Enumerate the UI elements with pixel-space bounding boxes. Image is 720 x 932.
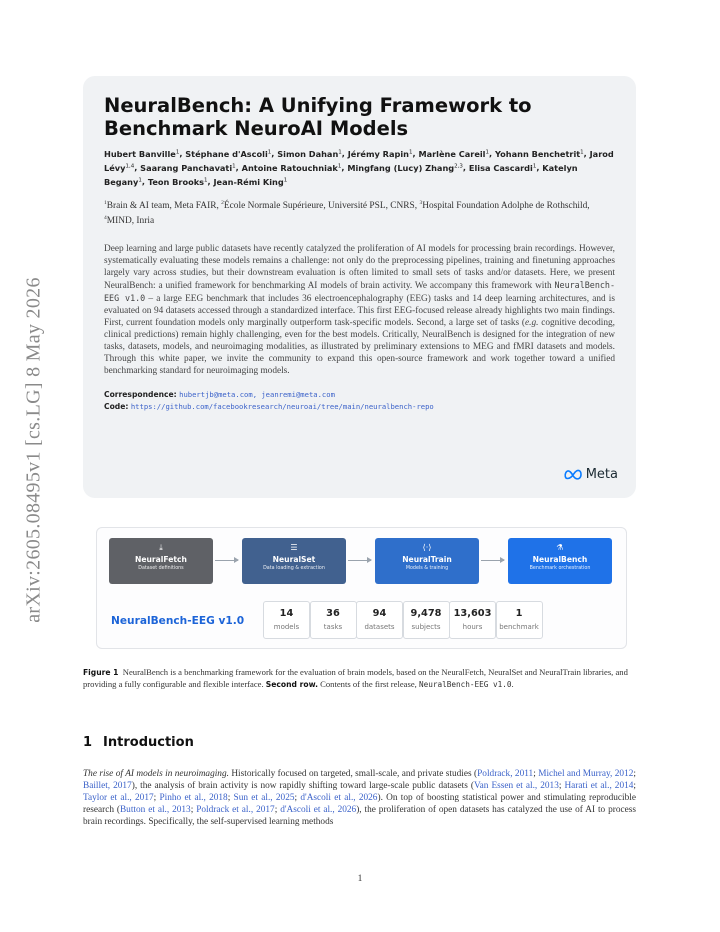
affiliations: $^1$Brain & AI team, Meta FAIR, $^2$École Normale Supérieure, Université PSL, CNRS, $^3$Hospital Foundation Adolphe de Rothschild, $^4$MIND, Inria xyxy=(104,199,590,226)
flask-icon: ⚗ xyxy=(556,543,564,552)
author-name: Jean-Rémi King$^1$ xyxy=(213,177,288,188)
stat-value: 9,478 xyxy=(410,608,442,619)
benchmark-name: NeuralBench-EEG v1.0 xyxy=(111,615,245,627)
author-name: Stéphane d'Ascoli$^1$ xyxy=(185,148,272,159)
pipeline-name: NeuralFetch xyxy=(135,555,187,564)
intro-paragraph: The rise of AI models in neuroimaging. Historically focused on targeted, small-scale, and private studies (Poldrack, 2011; Michel and Murray, 2012; Baillet, 2017), the analysis of brain activity is now rapidly shifting toward large-scale public datasets (Van Essen et al., 2013; Harati et al., 2014; Taylor et al., 2017; Pinho et al., 2018; Sun et al., 2025; d'Ascoli et al., 2026). On top of boosting statistical power and stimulating reproducible research (Button et al., 2013; Poldrack et al., 2017; d'Ascoli et al., 2026), the proliferation of open datasets has catalyzed the use of AI to process brain recordings. Specifically, the self-supervised learning methods xyxy=(83,769,636,828)
meta-infinity-icon xyxy=(564,469,584,480)
meta-logo xyxy=(564,467,618,482)
title-card xyxy=(83,76,636,498)
stat-label: tasks xyxy=(323,623,343,631)
stat-value: 36 xyxy=(326,608,340,619)
affiliation: MIND, Inria xyxy=(106,215,155,226)
pipeline-arrow xyxy=(348,560,371,561)
author-name: Saarang Panchavati$^1$ xyxy=(140,162,236,173)
pipeline-box-neuraltrain xyxy=(375,538,479,584)
author-name: Mingfang (Lucy) Zhang$^{2,3}$ xyxy=(347,162,463,173)
pipeline-desc: Benchmark orchestration xyxy=(529,566,591,571)
code-icon: ⟨·⟩ xyxy=(422,543,432,552)
stat-datasets xyxy=(356,601,403,639)
email-links[interactable]: hubertjb@meta.com, jeanremi@meta.com xyxy=(179,390,335,400)
paper-title: NeuralBench: A Unifying Framework to Benchmark NeuroAI Models xyxy=(104,94,532,140)
stat-label: models xyxy=(273,623,300,631)
arxiv-stamp xyxy=(14,260,54,640)
stat-value: 94 xyxy=(372,608,387,619)
section-heading: 1 Introduction xyxy=(83,735,194,750)
pipeline-box-neuralfetch xyxy=(109,538,213,584)
author-name: Jérémy Rapin$^1$ xyxy=(347,148,413,159)
author-name: Jarod Lévy$^{1,4}$ xyxy=(104,148,614,173)
pipeline-name: NeuralTrain xyxy=(402,555,452,564)
stat-benchmark xyxy=(496,601,543,639)
pipeline-name: NeuralBench xyxy=(532,555,588,564)
pipeline-arrow xyxy=(481,560,504,561)
database-icon: ☰ xyxy=(290,543,298,552)
stat-value: 14 xyxy=(279,608,294,619)
stat-tasks xyxy=(310,601,357,639)
pipeline-arrow xyxy=(215,560,238,561)
author-name: Simon Dahan$^1$ xyxy=(277,148,342,159)
abstract-benchmark-name: NeuralBench-EEG v1.0 xyxy=(104,280,615,304)
author-name: Marlène Careil$^1$ xyxy=(418,148,489,159)
stat-label: datasets xyxy=(364,623,395,631)
figure-caption: Figure 1 NeuralBench is a benchmarking framework for the evaluation of brain models, based on the NeuralFetch, NeuralSet and NeuralTrain libraries, and providing a fully configurable and flexible interface. Second row. Contents of the first release, NeuralBench-EEG v1.0. xyxy=(83,667,628,689)
pipeline-name: NeuralSet xyxy=(272,555,316,564)
stat-value: 13,603 xyxy=(453,608,492,619)
pipeline-desc: Models & training xyxy=(405,566,449,571)
stat-label: subjects xyxy=(411,623,441,631)
stat-label: benchmark xyxy=(499,623,539,631)
affiliation: École Normale Supérieure, Université PSL, CNRS, xyxy=(223,200,420,211)
page-number: 1 xyxy=(357,874,363,884)
author-name: Hubert Banville$^1$ xyxy=(104,148,180,159)
affiliation: Hospital Foundation Adolphe de Rothschild, xyxy=(422,200,590,211)
author-name: Katelyn Begany$^1$ xyxy=(104,162,578,188)
stat-label: hours xyxy=(462,623,483,631)
author-name: Yohann Benchetrit$^1$ xyxy=(494,148,584,159)
pipeline-box-neuralset xyxy=(242,538,346,584)
stat-models xyxy=(263,601,310,639)
abstract: Deep learning and large public datasets have recently catalyzed the proliferation of AI models for processing brain recordings. However, systematically evaluating these models remains a challenge: not only do the preprocessing pipelines, training and finetuning approaches largely vary across studies, but their downstream evaluation is often limited to small sets of tasks and/or datasets. Here, we present NeuralBench: a unified framework for benchmarking AI models of brain activity. We accompany this framework with NeuralBench-EEG v1.0 – a large EEG benchmark that includes 36 electroencephalography (EEG) tasks and 14 deep learning architectures, and is evaluated on 94 datasets accessed through a standardized interface. This first EEG-focused release already highlights two main findings. First, current foundation models only marginally outperform task-specific models. Second, a large set of tasks (e.g. cognitive decoding, clinical predictions) remain highly challenging, even for the best models. Critically, NeuralBench is designed for the integration of new tasks, datasets, models, and neuroimaging modalities, as illustrated by preliminary extensions to MEG and fMRI datasets and models. Through this white paper, we invite the community to expand this open-source framework and work together toward a unified benchmarking standard for neuroimaging models. xyxy=(104,243,615,377)
author-list: Hubert Banville$^1$, Stéphane d'Ascoli$^1$, Simon Dahan$^1$, Jérémy Rapin$^1$, Marlène Careil$^1$, Yohann Benchetrit$^1$, Jarod Lévy$^{1,4}$, Saarang Panchavati$^1$, Antoine Ratouchniak$^1$, Mingfang (Lucy) Zhang$^{2,3}$, Elisa Cascardi$^1$, Katelyn Begany$^1$, Teon Brooks$^1$, Jean-Rémi King$^1$ xyxy=(104,148,614,188)
pipeline-desc: Dataset definitions xyxy=(138,566,184,571)
code-link[interactable]: https://github.com/facebookresearch/neuroai/tree/main/neuralbench-repo xyxy=(130,402,434,412)
author-name: Elisa Cascardi$^1$ xyxy=(468,162,537,173)
download-icon: ⤓ xyxy=(159,543,163,552)
author-name: Antoine Ratouchniak$^1$ xyxy=(241,162,342,173)
arxiv-id: arXiv:2605.08495v1 [cs.LG] 8 May 2026 xyxy=(22,277,45,623)
pipeline-box-neuralbench xyxy=(508,538,612,584)
pipeline-desc: Data loading & extraction xyxy=(263,566,325,571)
stat-value: 1 xyxy=(515,608,523,619)
correspondence: Correspondence: hubertjb@meta.com, jeanremi@meta.com Code: https://github.com/facebookresearch/neuroai/tree/main/neuralbench-repo xyxy=(104,390,434,412)
author-name: Teon Brooks$^1$ xyxy=(147,177,208,188)
figure-1 xyxy=(96,527,627,649)
stat-subjects xyxy=(403,601,450,639)
meta-logo-text: Meta xyxy=(585,467,618,482)
affiliation: Brain & AI team, Meta FAIR, xyxy=(106,200,222,211)
stat-hours xyxy=(449,601,496,639)
